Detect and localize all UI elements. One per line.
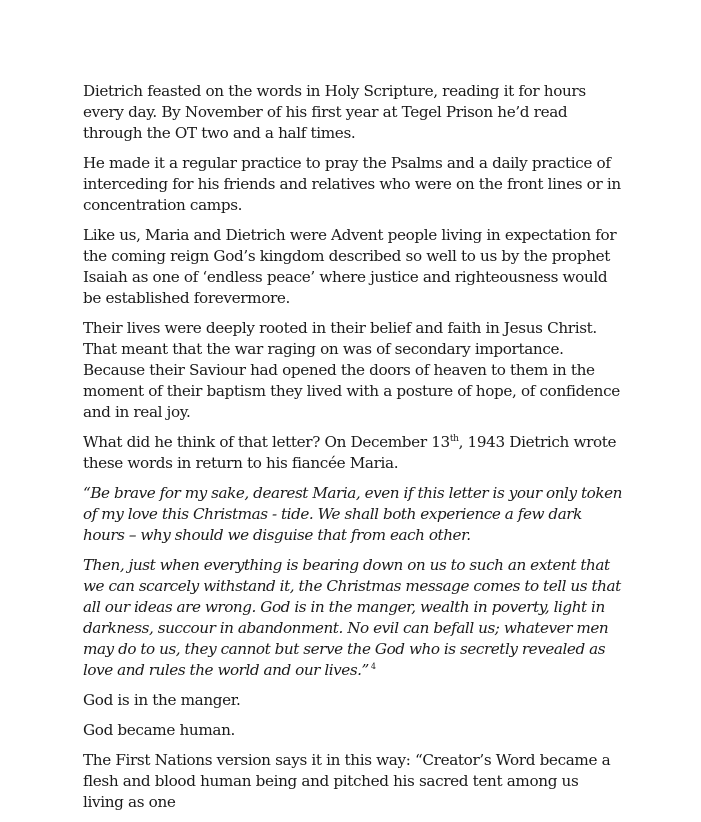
ordinal-suffix: th — [449, 433, 459, 444]
paragraph-rooted-lives: Their lives were deeply rooted in their belief and faith in Jesus Christ. That meant that the war raging on was of secondary importance. Because their Saviour had opened the doors of heaven to them in the moment of their baptism they lived with a posture of hope, of confidence and in real joy. — [83, 319, 620, 421]
quote-paragraph-1: “Be brave for my sake, dearest Maria, even if this letter is your only token of my love this Christmas - tide. We shall both experience a few dark hours – why should we disguise that from each other. — [83, 484, 622, 544]
paragraph-advent-people: Like us, Maria and Dietrich were Advent people living in expectation for the coming reign God’s kingdom described so well to us by the prophet Isaiah as one of ‘endless peace’ where justice and righteousness would be established forevermore. — [83, 226, 617, 307]
quote-paragraph-2 — [83, 555, 623, 681]
footnote-marker: 4 — [370, 661, 376, 671]
quote-paragraph-2-text: Then, just when everything is bearing down on us to such an extent that we can scarcely withstand it, the Christmas message comes to tell us that all our ideas are wrong. God is in the manger, wealth in poverty, light in darkness, succour in abandonment. No evil can befall us; whatever men may do to us, they cannot but serve the God who is secretly revealed as love and rules the world and our lives.” — [83, 556, 621, 679]
letter-intro-after: , 1943 Dietrich wrote these words in return to his fiancée Maria. — [83, 433, 617, 472]
paragraph-first-nations-version: The First Nations version says it in this way: “Creator’s Word became a flesh and blood human being and pitched his sacred tent among us living as one — [83, 751, 611, 811]
paragraph-letter-intro — [83, 432, 623, 474]
paragraph-god-became-human: God became human. — [83, 721, 235, 739]
letter-intro-before: What did he think of that letter? On December 13 — [83, 433, 450, 451]
paragraph-god-in-manger: God is in the manger. — [83, 691, 241, 709]
document-page — [83, 81, 623, 822]
paragraph-psalms-practice: He made it a regular practice to pray the Psalms and a daily practice of interceding for his friends and relatives who were on the front lines or in concentration camps. — [83, 154, 621, 214]
paragraph-scripture-reading: Dietrich feasted on the words in Holy Scripture, reading it for hours every day. By November of his first year at Tegel Prison he’d read through the OT two and a half times. — [83, 82, 586, 142]
